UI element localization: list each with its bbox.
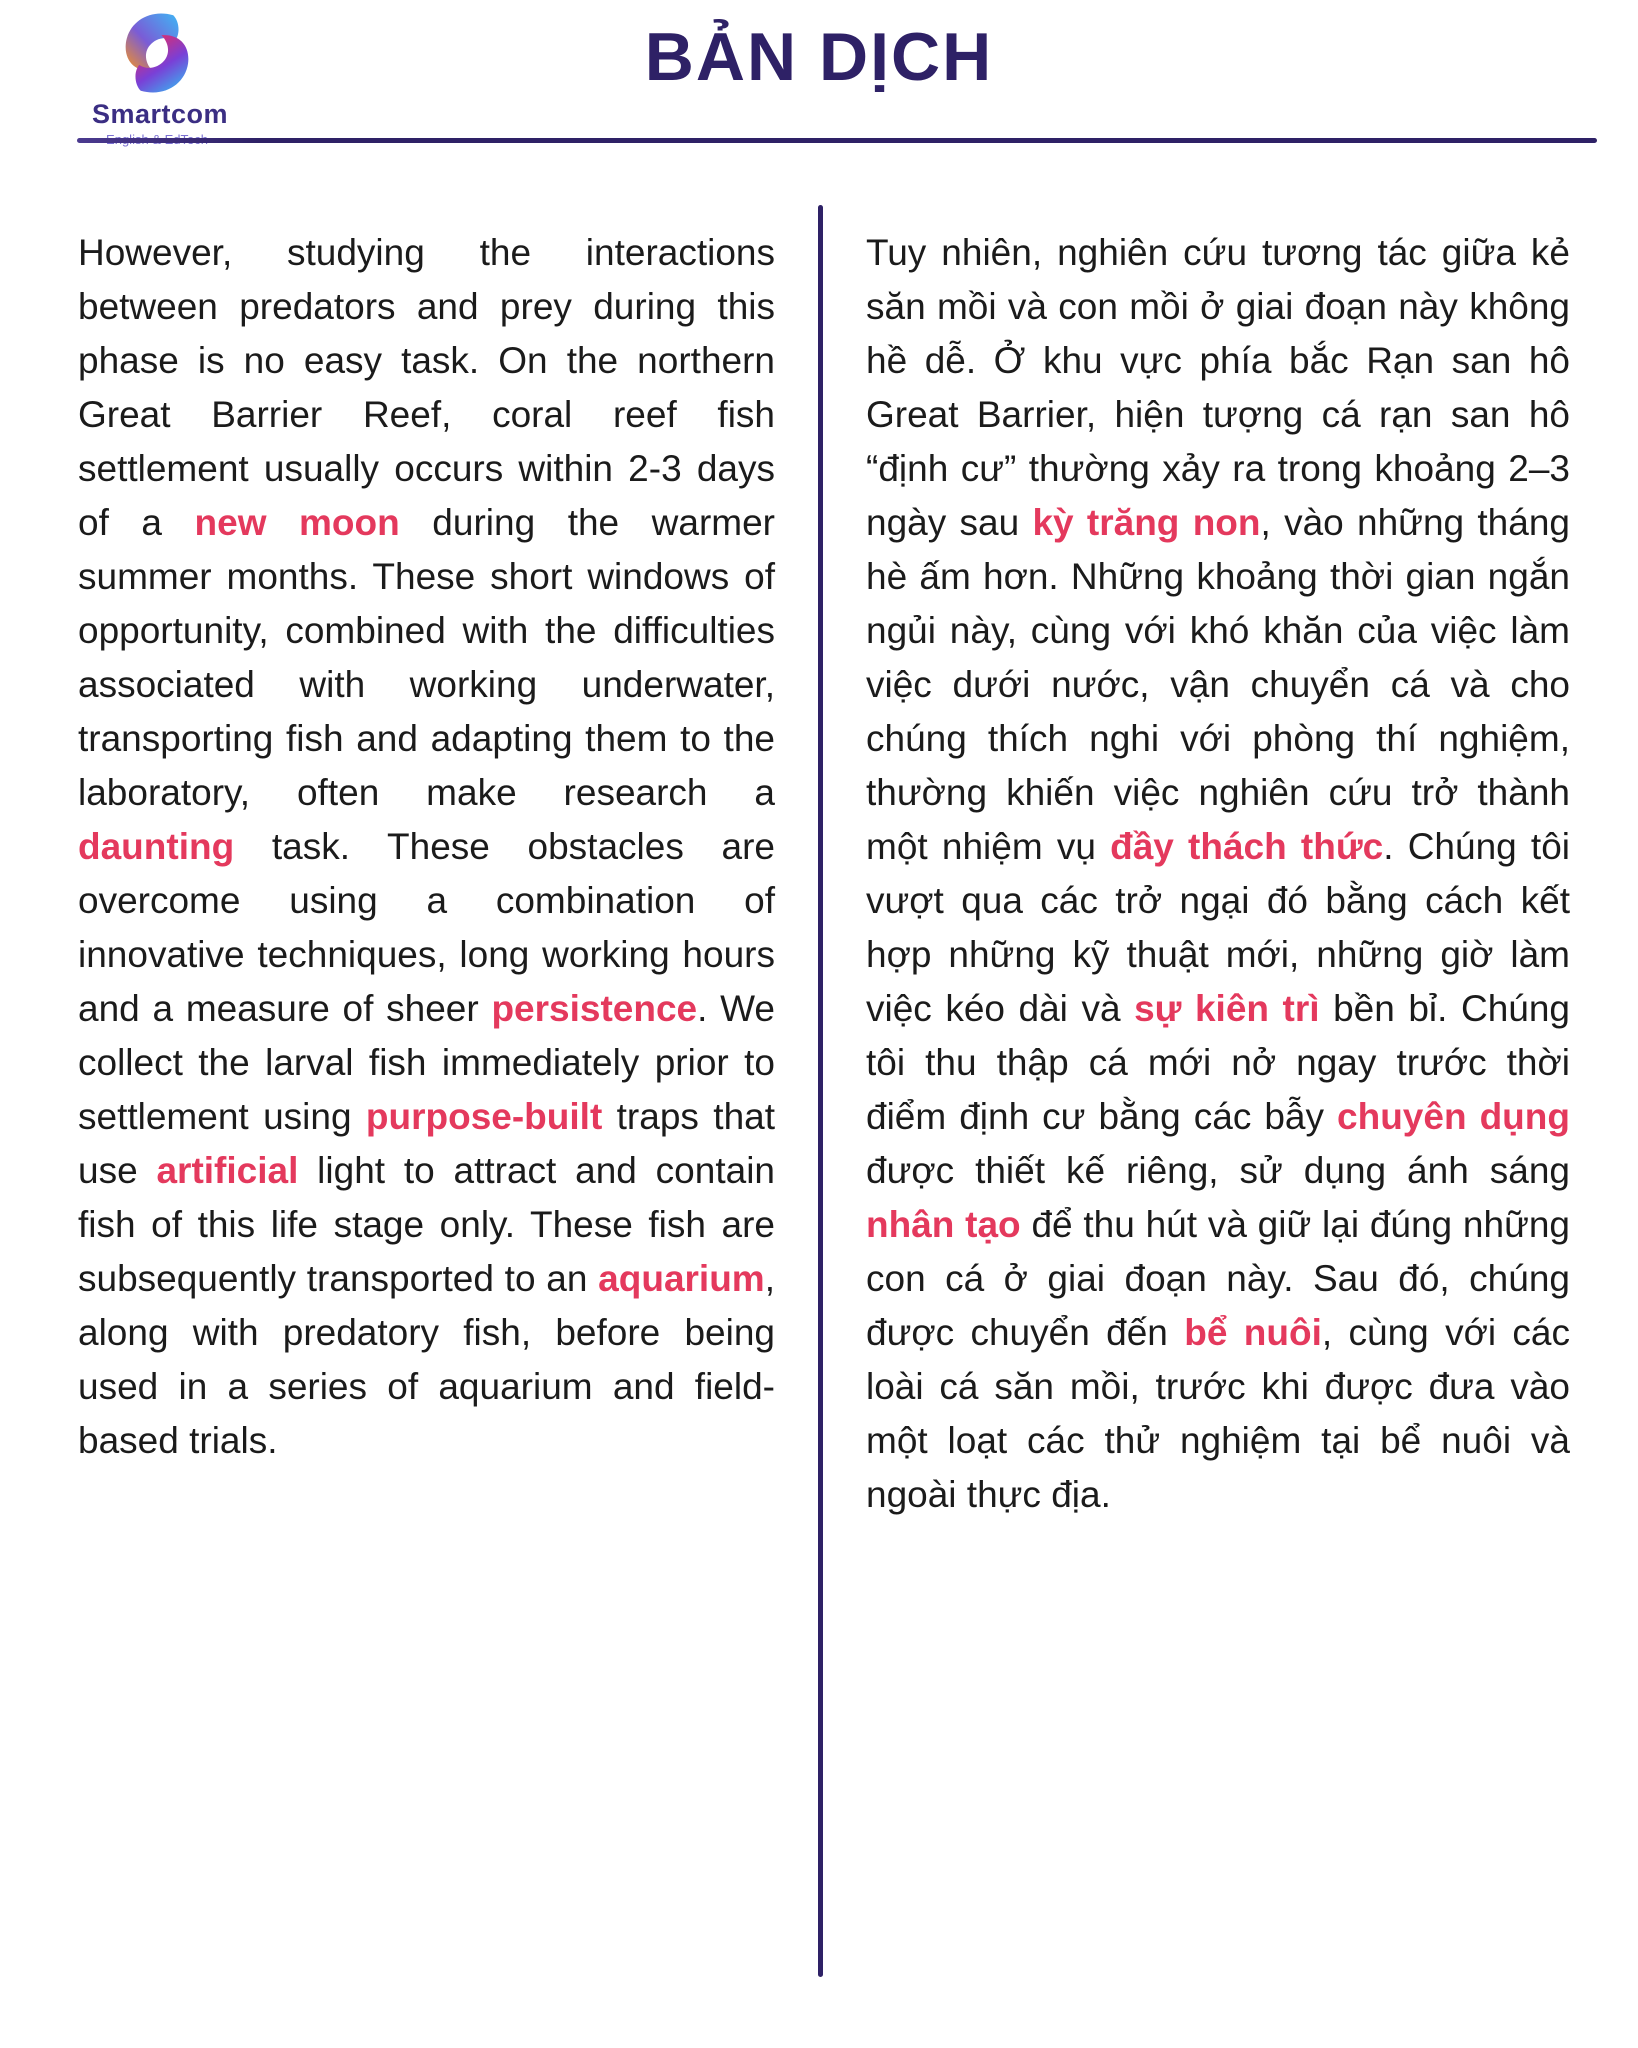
highlighted-term: nhân tạo xyxy=(866,1204,1021,1245)
body-text-run: bền bỉ. Chúng tôi thu thập cá mới nở ngay trước thời điểm định cư bằng các bẫy xyxy=(866,988,1570,1137)
body-text-run: However, studying the interactions between predators and prey during this phase is no easy task. On the northern Great Barrier Reef, coral reef fish settlement usually occurs within 2-3 days of a xyxy=(78,232,775,543)
highlighted-term: aquarium xyxy=(598,1258,765,1299)
highlighted-term: persistence xyxy=(491,988,698,1029)
english-source-column xyxy=(78,226,775,1468)
body-text-run: được thiết kế riêng, sử dụng ánh sáng xyxy=(866,1150,1570,1191)
body-text-run: để thu hút và giữ lại đúng những con cá ở giai đoạn này. Sau đó, chúng được chuyển đến xyxy=(866,1204,1570,1353)
brand-name: Smartcom xyxy=(92,99,229,129)
body-text-run: , along with predatory fish, before being used in a series of aquarium and field-based trials. xyxy=(78,1258,775,1461)
column-divider-line xyxy=(818,205,823,1977)
body-text-run: during the warmer summer months. These short windows of opportunity, combined with the difficulties associated with working underwater, transporting fish and adapting them to the laboratory, often make research a xyxy=(78,502,776,813)
header-divider-line xyxy=(77,138,1597,143)
highlighted-term: daunting xyxy=(78,826,235,867)
highlighted-term: chuyên dụng xyxy=(1337,1096,1570,1137)
body-text-run: traps that use xyxy=(78,1096,775,1191)
body-text-run: Tuy nhiên, nghiên cứu tương tác giữa kẻ săn mồi và con mồi ở giai đoạn này không hề dễ. Ở khu vực phía bắc Rạn san hô Great Barrier, hiện tượng cá rạn san hô “định cư” thường xảy ra trong khoảng 2–3 ngày sau xyxy=(866,232,1570,543)
body-text-run: , vào những tháng hè ấm hơn. Những khoảng thời gian ngắn ngủi này, cùng với khó khăn của việc làm việc dưới nước, vận chuyển cá và cho chúng thích nghi với phòng thí nghiệm, thường khiến việc nghiên cứu trở thành một nhiệm vụ xyxy=(866,502,1570,867)
body-text-run: , cùng với các loài cá săn mồi, trước khi được đưa vào một loạt các thử nghiệm tại bể nuôi và ngoài thực địa. xyxy=(866,1312,1571,1515)
highlighted-term: new moon xyxy=(194,502,400,543)
body-text-run: task. These obstacles are overcome using a combination of innovative techniques, long working hours and a measure of sheer xyxy=(78,826,775,1029)
highlighted-term: đầy thách thức xyxy=(1110,826,1384,867)
highlighted-term: kỳ trăng non xyxy=(1032,502,1261,543)
vietnamese-paragraph xyxy=(866,226,1570,1522)
body-text-run: . Chúng tôi vượt qua các trở ngại đó bằng cách kết hợp những kỹ thuật mới, những giờ làm việc kéo dài và xyxy=(866,826,1570,1029)
vietnamese-translation-column xyxy=(866,226,1570,1522)
highlighted-term: purpose-built xyxy=(365,1096,603,1137)
body-text-run: light to attract and contain fish of this life stage only. These fish are subsequently transported to an xyxy=(78,1150,775,1299)
highlighted-term: bể nuôi xyxy=(1184,1312,1322,1353)
page-title: BẢN DỊCH xyxy=(644,19,994,95)
body-text-run: . We collect the larval fish immediately prior to settlement using xyxy=(78,988,775,1137)
highlighted-term: artificial xyxy=(156,1150,299,1191)
english-paragraph xyxy=(78,226,775,1468)
highlighted-term: sự kiên trì xyxy=(1134,988,1320,1029)
